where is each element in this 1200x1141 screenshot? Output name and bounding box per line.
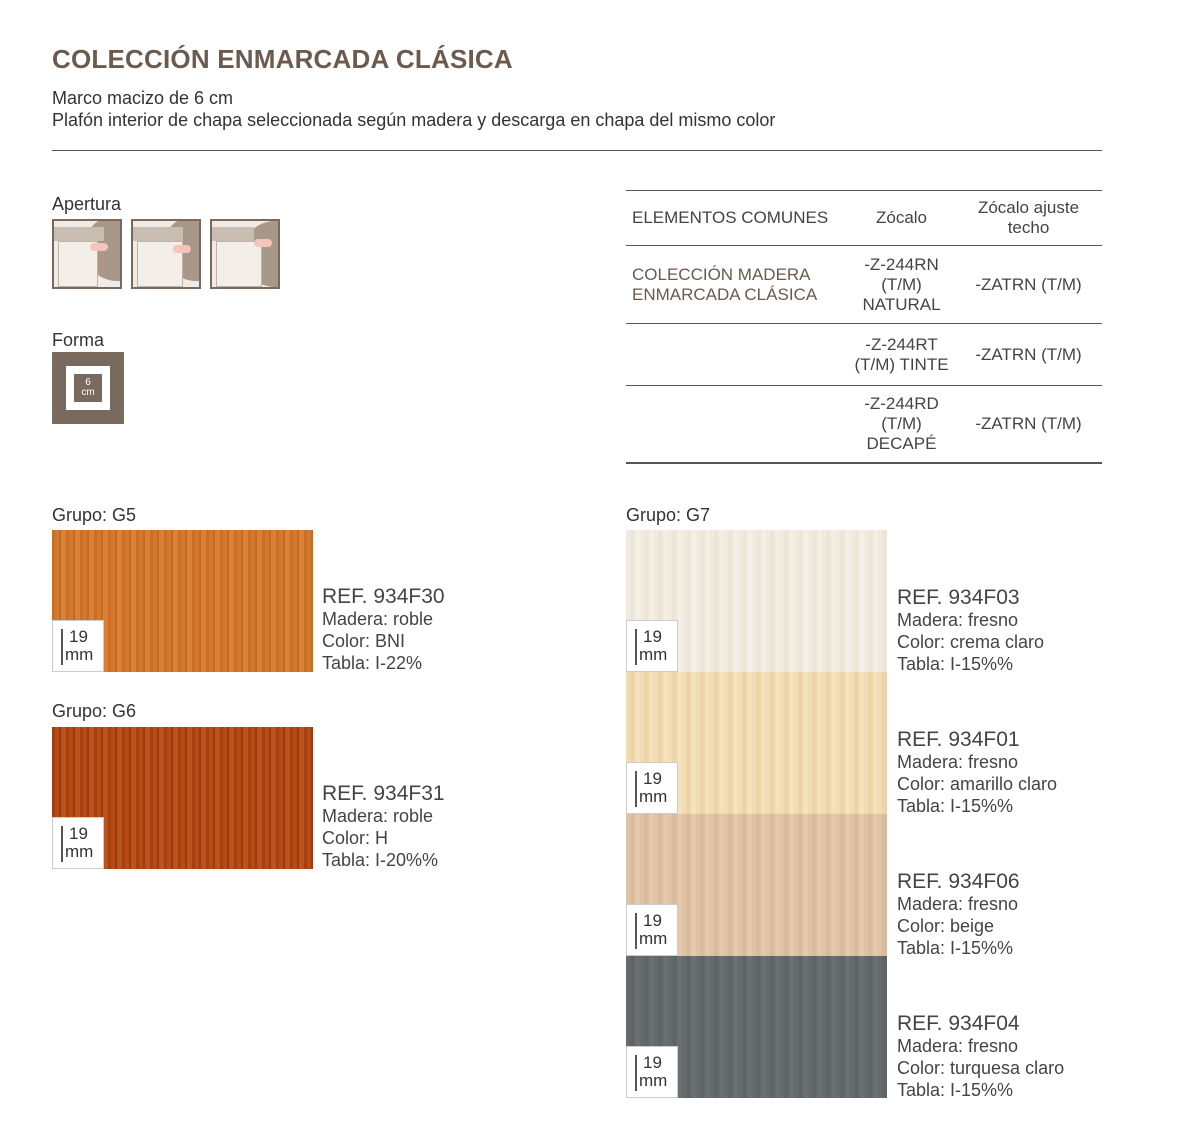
ref-code: REF. 934F01: [897, 728, 1020, 751]
swatch-info-934f03: [897, 587, 1044, 675]
wood-swatch-934f30: [52, 530, 313, 672]
subtitle-line-2: Plafón interior de chapa seleccionada según madera y descarga en chapa del mismo color: [52, 110, 776, 130]
wood-swatch-934f06: [626, 814, 887, 956]
table-cell: [626, 386, 848, 463]
wood-type: Madera: fresno: [897, 610, 1019, 630]
board-table: Tabla: I-15%%: [897, 796, 1014, 816]
board-table: Tabla: I-20%%: [322, 850, 439, 870]
wood-type: Madera: fresno: [897, 1036, 1019, 1056]
table-header-row: [626, 191, 1102, 246]
frame-width-value: 6: [85, 377, 91, 388]
opening-option-2-icon: [131, 219, 201, 289]
board-table: Tabla: I-15%%: [897, 938, 1014, 958]
table-cell: -Z-244RN (T/M) NATURAL: [862, 254, 941, 314]
forma-label: Forma: [52, 330, 105, 350]
table-cell: -ZATRN (T/M): [975, 274, 1082, 294]
opening-option-3-icon: [210, 219, 280, 289]
group-g5-label: Grupo: G5: [52, 505, 137, 525]
thickness-badge: 19 mm: [626, 1046, 678, 1098]
apertura-label: Apertura: [52, 194, 122, 214]
ref-code: REF. 934F03: [897, 586, 1020, 609]
wood-color: Color: amarillo claro: [897, 774, 1058, 794]
table-cell: COLECCIÓN MADERA ENMARCADA CLÁSICA: [632, 264, 818, 304]
table-header-elementos: ELEMENTOS COMUNES: [632, 208, 829, 227]
board-table: Tabla: I-22%: [322, 653, 423, 673]
group-g7-label: Grupo: G7: [626, 505, 711, 525]
wood-swatch-934f03: [626, 530, 887, 672]
table-row: [626, 324, 1102, 386]
ref-code: REF. 934F06: [897, 870, 1020, 893]
table-cell: [626, 324, 848, 386]
swatch-info-934f31: [322, 783, 445, 871]
ref-code: REF. 934F30: [322, 585, 445, 608]
table-row: [626, 246, 1102, 324]
wood-type: Madera: roble: [322, 609, 434, 629]
frame-shape-icon: [52, 352, 124, 424]
opening-option-1-icon: [52, 219, 122, 289]
table-header-zocalo-ajuste: Zócalo ajuste techo: [977, 198, 1080, 237]
swatch-info-934f30: [322, 586, 445, 674]
wood-color: Color: H: [322, 828, 389, 848]
swatch-info-934f06: [897, 871, 1020, 959]
group-g6-label: Grupo: G6: [52, 701, 137, 721]
header-divider: [52, 150, 1102, 151]
wood-color: Color: turquesa claro: [897, 1058, 1065, 1078]
thickness-badge: 19 mm: [52, 620, 104, 672]
wood-color: Color: BNI: [322, 631, 406, 651]
wood-swatch-934f01: [626, 672, 887, 814]
table-cell: -ZATRN (T/M): [975, 413, 1082, 433]
swatch-info-934f01: [897, 729, 1057, 817]
page-title: COLECCIÓN ENMARCADA CLÁSICA: [52, 44, 513, 74]
ref-code: REF. 934F04: [897, 1012, 1020, 1035]
table-cell: -Z-244RD (T/M) DECAPÉ: [864, 393, 939, 453]
table-row: [626, 386, 1102, 463]
table-header-zocalo: Zócalo: [875, 208, 928, 227]
wood-swatch-934f31: [52, 727, 313, 869]
common-elements-table: [626, 190, 1102, 464]
thickness-badge: 19 mm: [626, 762, 678, 814]
thickness-badge: 19 mm: [626, 904, 678, 956]
ref-code: REF. 934F31: [322, 782, 445, 805]
thickness-badge: 19 mm: [626, 620, 678, 672]
subtitle-line-1: Marco macizo de 6 cm: [52, 88, 234, 108]
swatch-info-934f04: [897, 1013, 1064, 1101]
wood-type: Madera: roble: [322, 806, 434, 826]
wood-type: Madera: fresno: [897, 894, 1019, 914]
board-table: Tabla: I-15%%: [897, 1080, 1014, 1100]
frame-width-unit: cm: [81, 387, 95, 398]
wood-swatch-934f04: [626, 956, 887, 1098]
wood-color: Color: crema claro: [897, 632, 1045, 652]
table-cell: -ZATRN (T/M): [975, 344, 1082, 364]
wood-color: Color: beige: [897, 916, 995, 936]
table-cell: -Z-244RT (T/M) TINTE: [854, 334, 949, 374]
board-table: Tabla: I-15%%: [897, 654, 1014, 674]
thickness-badge: 19 mm: [52, 817, 104, 869]
wood-type: Madera: fresno: [897, 752, 1019, 772]
